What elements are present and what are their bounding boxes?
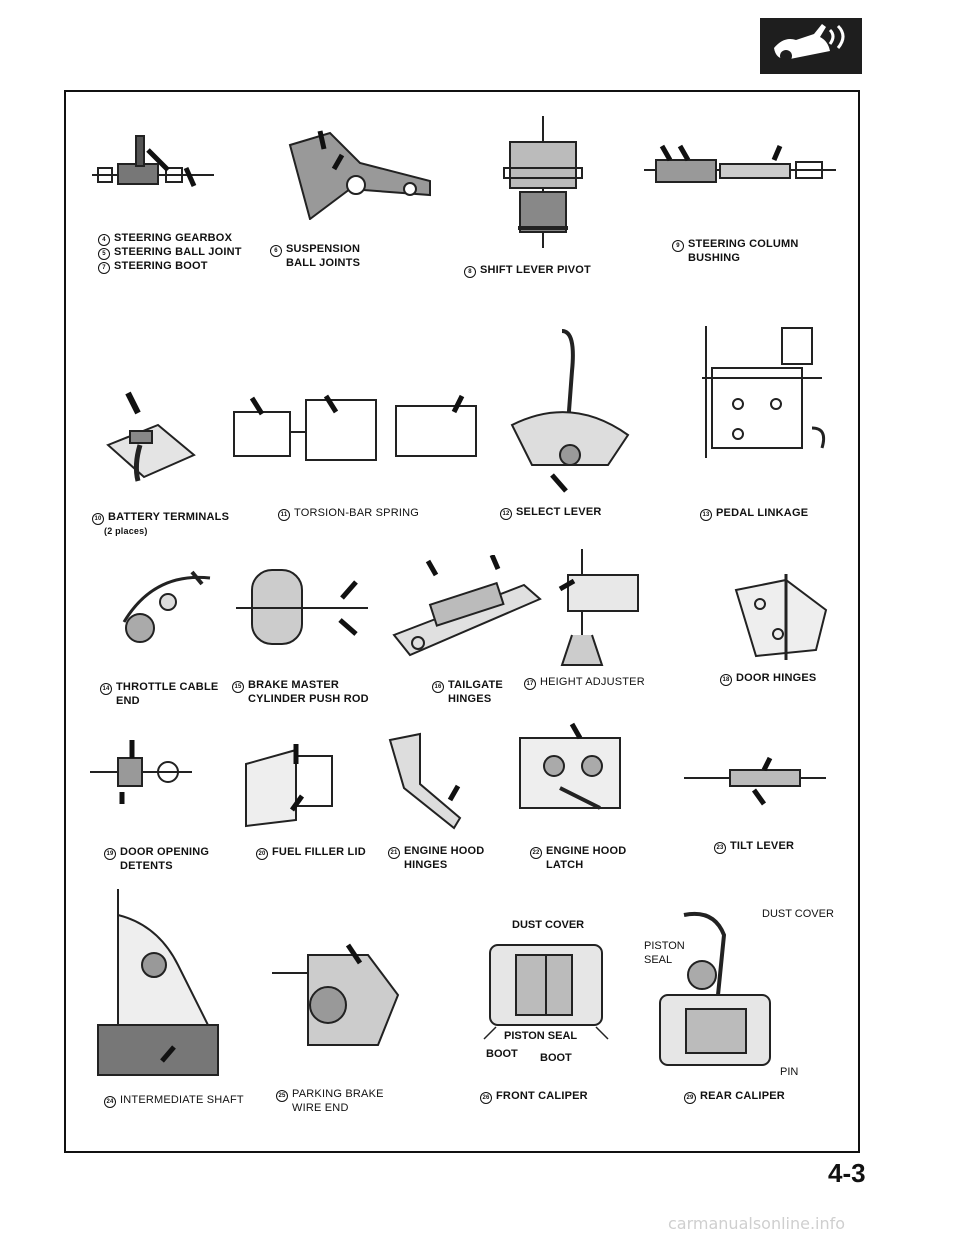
door-opening-detents-drawing xyxy=(86,736,196,806)
callout-rear-piston: PISTON xyxy=(644,940,685,952)
footer-watermark: carmanualsonline.info xyxy=(668,1214,846,1233)
callout-front-piston-seal: PISTON SEAL xyxy=(504,1030,578,1042)
label-steering-ball-joint: 5 STEERING BALL JOINT xyxy=(98,246,242,260)
steering-column-bushing-drawing xyxy=(640,140,840,200)
fuel-filler-lid-drawing xyxy=(240,740,340,830)
label-parking-brake-wire-end: 25 PARKING BRAKE WIRE END xyxy=(276,1088,384,1115)
label-shift-lever-pivot: 8 SHIFT LEVER PIVOT xyxy=(464,264,591,278)
callout-front-boot-left: BOOT xyxy=(486,1048,518,1060)
label-door-opening-detents: 19 DOOR OPENING DETENTS xyxy=(104,846,209,873)
label-pedal-linkage: 13 PEDAL LINKAGE xyxy=(700,507,808,521)
select-lever-drawing xyxy=(492,325,642,500)
steering-gearbox-drawing xyxy=(88,130,218,205)
label-battery-terminals: 10 BATTERY TERMINALS (2 places) xyxy=(92,511,229,538)
label-suspension-ball-joints: 6 SUSPENSION BALL JOINTS xyxy=(270,243,360,270)
callout-front-boot-right: BOOT xyxy=(540,1052,572,1064)
label-height-adjuster: 17 HEIGHT ADJUSTER xyxy=(524,676,645,690)
tailgate-hinges-drawing xyxy=(388,555,548,670)
brake-master-cylinder-push-rod-drawing xyxy=(232,562,372,652)
parking-brake-wire-end-drawing xyxy=(268,935,408,1065)
label-select-lever: 12 SELECT LEVER xyxy=(500,506,602,520)
callout-rear-seal: SEAL xyxy=(644,954,673,966)
label-brake-master-cylinder-push-rod: 15 BRAKE MASTER CYLINDER PUSH ROD xyxy=(232,679,369,706)
label-engine-hood-hinges: 21 ENGINE HOOD HINGES xyxy=(388,845,484,872)
label-steering-column-bushing: 9 STEERING COLUMN BUSHING xyxy=(672,238,799,265)
label-intermediate-shaft: 24 INTERMEDIATE SHAFT xyxy=(104,1094,244,1108)
engine-hood-hinges-drawing xyxy=(380,730,470,830)
shift-lever-pivot-drawing xyxy=(498,112,588,252)
label-throttle-cable-end: 14 THROTTLE CABLE END xyxy=(100,681,218,708)
throttle-cable-end-drawing xyxy=(104,562,224,662)
label-torsion-bar-spring: 11 TORSION-BAR SPRING xyxy=(278,507,419,521)
page-number: 4-3 xyxy=(828,1158,866,1188)
front-caliper-drawing xyxy=(476,935,616,1045)
label-steering-boot: 7 STEERING BOOT xyxy=(98,260,208,274)
label-door-hinges: 18 DOOR HINGES xyxy=(720,672,816,686)
intermediate-shaft-drawing xyxy=(88,885,228,1080)
engine-hood-latch-drawing xyxy=(510,718,635,830)
label-front-caliper: 26 FRONT CALIPER xyxy=(480,1090,588,1104)
label-tailgate-hinges: 16 TAILGATE HINGES xyxy=(432,679,503,706)
height-adjuster-drawing xyxy=(552,545,642,670)
pedal-linkage-drawing xyxy=(672,318,832,468)
torsion-bar-spring-drawing xyxy=(226,392,486,467)
callout-front-dust-cover: DUST COVER xyxy=(512,919,585,931)
label-fuel-filler-lid: 20 FUEL FILLER LID xyxy=(256,846,366,860)
tilt-lever-drawing xyxy=(680,750,830,810)
callout-rear-pin: PIN xyxy=(780,1066,799,1078)
lubrication-icon xyxy=(760,18,862,74)
callout-rear-dust-cover: DUST COVER xyxy=(762,908,834,920)
rear-caliper-drawing xyxy=(640,905,800,1075)
label-steering-gearbox: 4 STEERING GEARBOX xyxy=(98,232,232,246)
battery-terminals-drawing xyxy=(98,385,198,485)
label-engine-hood-latch: 22 ENGINE HOOD LATCH xyxy=(530,845,626,872)
label-tilt-lever: 23 TILT LEVER xyxy=(714,840,794,854)
label-rear-caliper: 29 REAR CALIPER xyxy=(684,1090,785,1104)
suspension-ball-joints-drawing xyxy=(270,125,440,220)
door-hinges-drawing xyxy=(716,570,836,665)
